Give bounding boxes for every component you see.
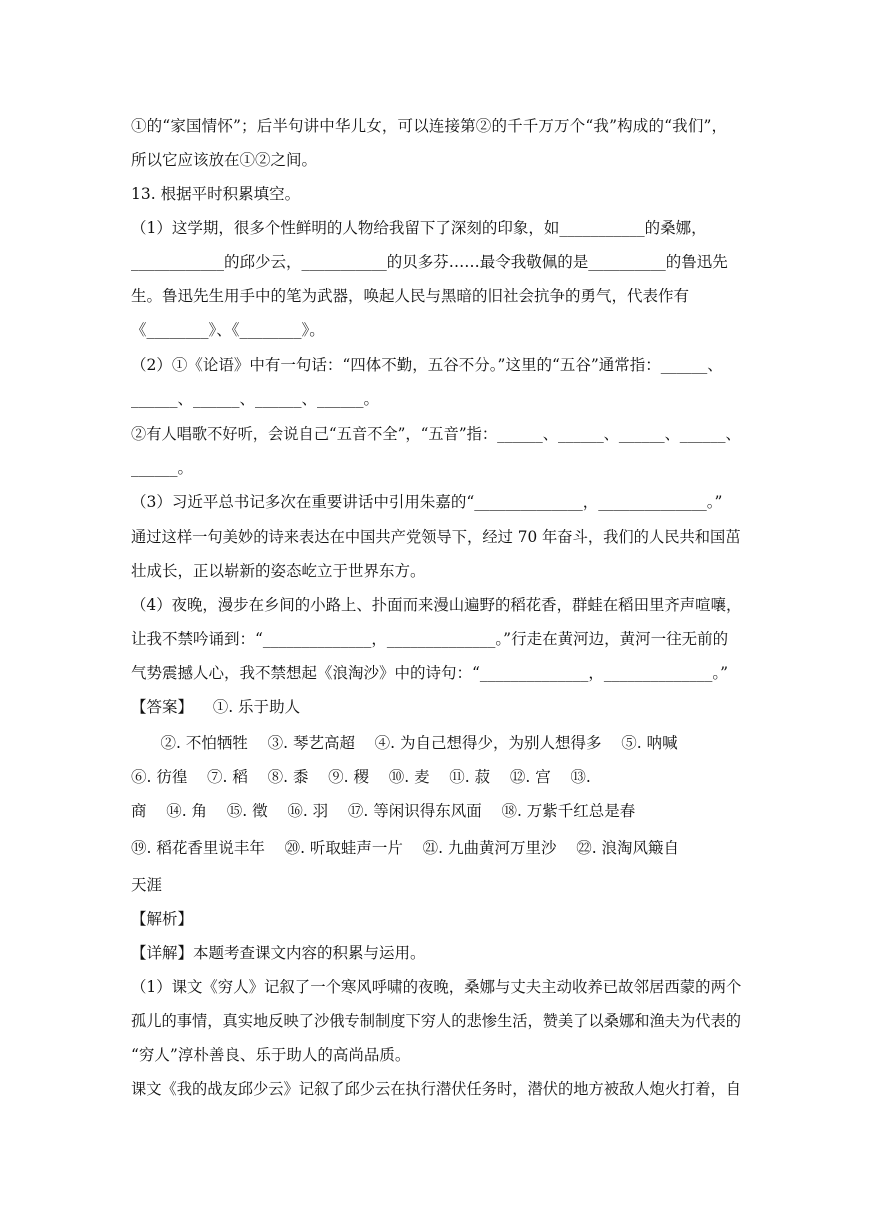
answer-line: ⑥. 彷徨 ⑦. 稻 ⑧. 黍 ⑨. 稷 ⑩. 麦 ⑪. 菽 ⑫. 宫 ⑬.: [131, 768, 591, 786]
answer-line: 商 ⑭. 角 ⑮. 徵 ⑯. 羽 ⑰. 等闲识得东风面 ⑱. 万紫千红总是春: [131, 802, 636, 820]
text-line: ①的“家国情怀”；后半句讲中华儿女，可以连接第②的千千万万个“我”构成的“我们”，: [131, 117, 728, 135]
text-line: （2）①《论语》中有一句话：“四体不勤，五谷不分。”这里的“五谷”通常指：______、: [131, 356, 723, 374]
answer-line: 天涯: [131, 876, 163, 894]
text-line: 孤儿的事情，真实地反映了沙俄专制制度下穷人的悲惨生活，赞美了以桑娜和渔夫为代表的: [131, 1012, 742, 1030]
text-line: ______、______、______、______。: [131, 390, 380, 408]
answer-line: ⑲. 稻花香里说丰年 ⑳. 听取蛙声一片 ㉑. 九曲黄河万里沙 ㉒. 浪淘风簸自: [131, 839, 680, 857]
text-line: 课文《我的战友邱少云》记叙了邱少云在执行潜伏任务时，潜伏的地方被敌人炮火打着，自: [131, 1080, 742, 1098]
text-line: 生。鲁迅先生用手中的笔为武器，唤起人民与黑暗的旧社会抗争的勇气，代表作有: [131, 287, 690, 305]
question-heading: 13. 根据平时积累填空。: [131, 185, 301, 203]
text-line: 壮成长，正以崭新的姿态屹立于世界东方。: [131, 562, 426, 580]
text-line: 所以它应该放在①②之间。: [131, 151, 318, 169]
text-line: 《________》、《________》。: [131, 321, 325, 339]
text-line: （4）夜晚，漫步在乡间的小路上、扑面而来漫山遍野的稻花香，群蛙在稻田里齐声喧嚷，: [131, 596, 742, 614]
text-line: 让我不禁吟诵到：“______________，______________。”行走在黄河边，黄河一往无前的: [131, 630, 729, 648]
text-line: 气势震撼人心，我不禁想起《浪淘沙》中的诗句：“______________，______________。”: [131, 664, 729, 682]
text-line: ______。: [131, 459, 194, 477]
text-line: （3）习近平总书记多次在重要讲话中引用朱嘉的“______________，______________。”: [131, 493, 723, 511]
text-line: ②有人唱歌不好听，会说自己“五音不全”，“五音”指：______、______、______、______、: [131, 425, 741, 443]
analysis-heading: 【解析】: [131, 910, 194, 928]
text-line: （1）这学期，很多个性鲜明的人物给我留下了深刻的印象，如___________的桑娜，: [131, 219, 707, 237]
text-line: 通过这样一句美妙的诗来表达在中国共产党领导下，经过 70 年奋斗，我们的人民共和国茁: [131, 528, 741, 546]
text-line: “穷人”淳朴善良、乐于助人的高尚品质。: [131, 1046, 411, 1064]
detail-intro: 【详解】本题考查课文内容的积累与运用。: [131, 944, 426, 962]
text-line: （1）课文《穷人》记叙了一个寒风呼啸的夜晚，桑娜与丈夫主动收养已故邻居西蒙的两个: [131, 978, 742, 996]
text-line: ____________的邱少云，___________的贝多芬……最令我敬佩的是__________的鲁迅先: [131, 253, 728, 271]
answer-heading: 【答案】 ①. 乐于助人: [131, 698, 301, 716]
answer-line: ②. 不怕牺牲 ③. 琴艺高超 ④. 为自己想得少，为别人想得多 ⑤. 呐喊: [131, 734, 678, 752]
